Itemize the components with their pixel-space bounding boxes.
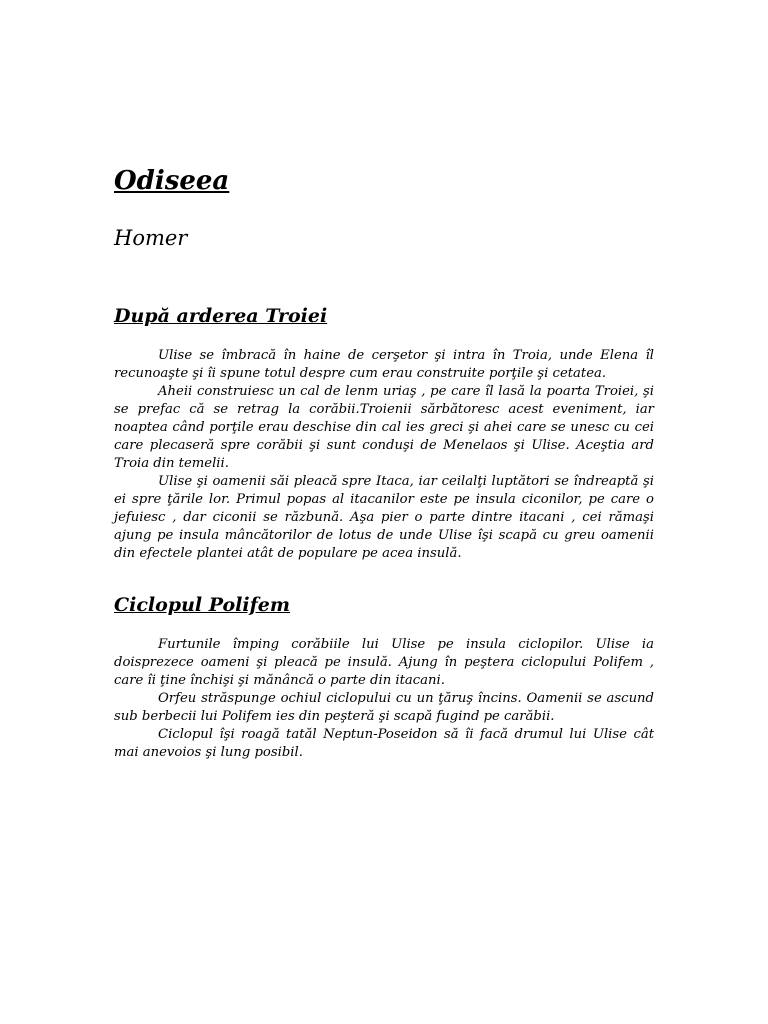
document-author: Homer xyxy=(114,226,188,250)
section-body xyxy=(114,636,654,762)
paragraph: Furtunile împing corăbiile lui Ulise pe insula ciclopilor. Ulise ia doisprezece oameni şi pleacă pe insulă. Ajung în peştera ciclopului Polifem , care îi ţine închişi şi mănâncă o parte din itacani. xyxy=(114,637,654,688)
section-heading: Ciclopul Polifem xyxy=(114,594,290,616)
paragraph: Ulise şi oamenii săi pleacă spre Itaca, iar ceilalţi luptători se îndreaptă şi ei spre ţările lor. Primul popas al itacanilor este pe insula ciconilor, pe care o jefuiesc , dar ciconii se răzbună. Aşa pier o parte dintre itacani , cei rămaşi ajung pe insula mâncătorilor de lotus de unde Ulise îşi scapă cu greu oamenii din efectele plantei atât de populare pe acea insulă. xyxy=(114,474,654,561)
section-heading: După arderea Troiei xyxy=(114,305,328,327)
section-body xyxy=(114,347,654,563)
paragraph: Ulise se îmbracă în haine de cerşetor şi intra în Troia, unde Elena îl recunoaşte şi îi spune totul despre cum erau construite porţile şi cetatea. xyxy=(114,348,654,381)
paragraph: Aheii construiesc un cal de lenm uriaş , pe care îl lasă la poarta Troiei, şi se prefac că se retrag la corăbii.Troienii sărbătoresc acest eveniment, iar noaptea când porţile erau deschise din cal ies greci şi ahei care se unesc cu cei care plecaseră spre corăbii şi sunt conduşi de Menelaos şi Ulise. Aceştia ard Troia din temelii. xyxy=(114,384,654,471)
document-title: Odiseea xyxy=(114,166,230,196)
paragraph: Orfeu străspunge ochiul ciclopului cu un ţăruş încins. Oamenii se ascund sub berbecii lui Polifem ies din peşteră şi scapă fugind pe carăbii. xyxy=(114,691,654,724)
paragraph: Ciclopul îşi roagă tatăl Neptun-Poseidon să îi facă drumul lui Ulise cât mai anevoios şi lung posibil. xyxy=(114,727,654,760)
